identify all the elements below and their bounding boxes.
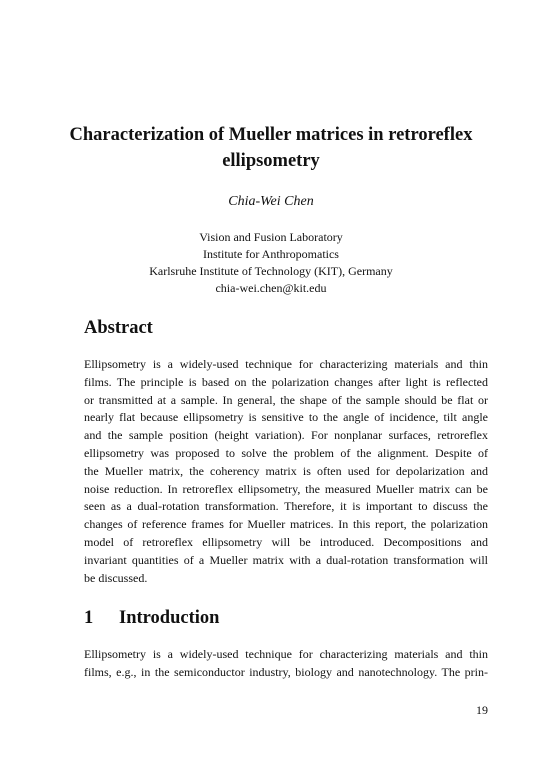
abstract-line: or transmitted at a sample. In general, the shape of the sample should be flat or	[84, 392, 488, 407]
abstract-line: be discussed.	[84, 570, 148, 585]
abstract-line: model of retroreflex ellipsometry will be introduced. Decompositions and	[84, 534, 488, 549]
affiliation-university: Karlsruhe Institute of Technology (KIT), Germany	[149, 264, 393, 278]
abstract-heading: Abstract	[84, 318, 153, 338]
paper-title	[60, 122, 482, 174]
section-number: 1	[84, 608, 94, 628]
abstract-line: seen as a dual-rotation transformation. Therefore, it is important to discuss the	[84, 499, 488, 514]
title-line: ellipsometry	[222, 151, 320, 171]
affiliation-lab: Vision and Fusion Laboratory	[199, 230, 343, 244]
abstract-line: noise reduction. In retroreflex ellipsometry, the measured Mueller matrix can be	[84, 481, 488, 496]
abstract-line: ellipsometry was proposed to solve the problem of the alignment. Despite of	[84, 445, 488, 460]
abstract-body	[84, 356, 488, 587]
introduction-line: films, e.g., in the semiconductor industry, biology and nanotechnology. The prin-	[84, 664, 488, 679]
introduction-body	[84, 646, 488, 682]
section-title: Introduction	[119, 608, 220, 628]
abstract-line: the Mueller matrix, the coherency matrix is often used for depolarization and	[84, 463, 488, 478]
introduction-heading	[84, 606, 219, 630]
abstract-line: nearly flat because ellipsometry is sensitive to the angle of incidence, tilt angle	[84, 410, 488, 425]
introduction-line: Ellipsometry is a widely-used technique for characterizing materials and thin	[84, 647, 488, 661]
abstract-line: films. The principle is based on the polarization changes after light is reflected	[84, 374, 488, 389]
affiliation-institute: Institute for Anthropomatics	[203, 247, 339, 261]
abstract-line: Ellipsometry is a widely-used technique for characterizing materials and thin	[84, 357, 488, 371]
abstract-line: changes of reference frames for Mueller matrices. In this report, the polarization	[84, 517, 488, 532]
author-email: chia-wei.chen@kit.edu	[215, 281, 327, 295]
abstract-line: and the sample position (height variation). For nonplanar surfaces, retroreflex	[84, 428, 488, 443]
title-line: Characterization of Mueller matrices in retroreflex	[69, 125, 473, 145]
page-number: 19	[476, 703, 488, 717]
abstract-line: invariant quantities of a Mueller matrix with a dual-rotation transformation will	[84, 552, 488, 567]
affiliation-block	[60, 229, 482, 297]
author-name: Chia-Wei Chen	[228, 194, 314, 209]
